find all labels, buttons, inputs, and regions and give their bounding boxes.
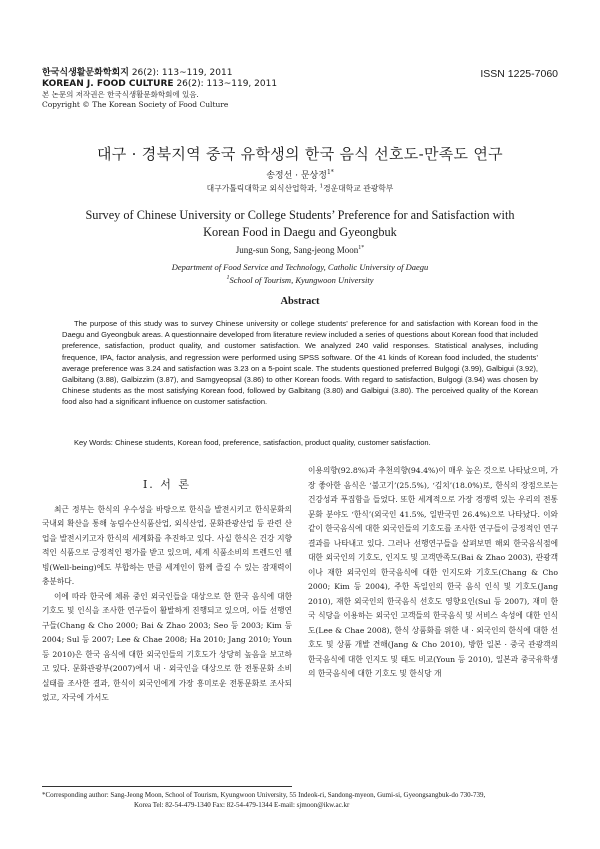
authors-english: Jung-sun Song, Sang-jeong Moon$^{1*}$ bbox=[235, 245, 365, 255]
journal-name-ko: 한국식생활문화학회지 bbox=[42, 68, 129, 78]
copyright-note: 본 논문의 저작권은 한국식생활문화학회에 있음. bbox=[42, 90, 199, 99]
copyright: Copyright © The Korean Society of Food Culture bbox=[42, 100, 229, 109]
footnote-divider bbox=[42, 786, 292, 787]
title-english: Survey of Chinese University or College Students’ Preference for and Satisfaction with Korean Food in Daegu and Gyeongbuk bbox=[85, 208, 515, 239]
journal-ref-en: 26(2): 113~119, 2011 bbox=[173, 79, 278, 89]
journal-header bbox=[42, 68, 277, 90]
abstract-body: The purpose of this study was to survey Chinese university or college students’ preference for and satisfaction with Korean food in the Daegu and Gyeongbuk areas. A questionnaire developed from literature review included a series of questions about Korean food that included preference, satisfaction, product quality, and customer satisfaction. We analyzed 240 valid responses. Statistical analyses, including frequence, IPA, factor analysis, and regression were performed using SPSS software. Of the 41 kinds of Korean food included, the students’ average preference was 3.24 and satisfaction was 3.23 on a 5-point scale. The students questioned preferred Bulgogi (3.99), Galbigui (3.92), Galbitang (3.88), Galbizzim (3.87), and Samgyeopsal (3.86) to other Korean foods. With regard to satisfaction, Bulgogi (3.94) was chosen by Chinese students as the most satisfying Korean food, followed by Galbitang (3.80) and Galbigui (3.80). The perceived quality of the Korean food also had a significant influence on customer satisfaction. bbox=[62, 319, 538, 407]
journal-ref-ko: 26(2): 113~119, 2011 bbox=[128, 68, 233, 78]
section-heading-introduction: Ⅰ. 서 론 bbox=[142, 478, 192, 491]
right-column bbox=[308, 464, 558, 682]
title-korean: 대구 · 경북지역 중국 유학생의 한국 음식 선호도-만족도 연구 bbox=[97, 145, 503, 163]
affiliation-korean: 대구가톨릭대학교 외식산업학과, $^1$경운대학교 관광학부 bbox=[206, 183, 394, 193]
issn: ISSN 1225-7060 bbox=[480, 68, 558, 80]
journal-name-en: KOREAN J. FOOD CULTURE bbox=[42, 79, 174, 89]
affiliation-english: Department of Food Service and Technology, Catholic University of Daegu $^1$School of Tourism, Kyungwoon University bbox=[171, 262, 429, 285]
abstract-heading: Abstract bbox=[280, 296, 320, 307]
authors-korean: 송정선 · 문상정$^{1*}$ bbox=[266, 169, 334, 181]
left-column bbox=[42, 464, 292, 706]
body-paragraph: 최근 정부는 한식의 우수성을 바탕으로 한식을 발전시키고 한식문화의 국내외 확산을 통해 농림수산식품산업, 외식산업, 문화관광산업 등 관련 산업을 발전시키고자 한식의 세계화를 추진하고 있다. 사실 한식은 건강 지향적인 식품으로 긍정적인 평가를 받고 있으며, 세계 식품소비의 트렌드인 웰빙(Well-being)에도 부합하는 만큼 세계인이 함께 즐길 수 있는 잠재력이 충분하다. bbox=[42, 504, 292, 586]
keywords: Key Words: Chinese students, Korean food, preference, satisfaction, product quality, customer satisfaction. bbox=[74, 438, 431, 447]
body-paragraph: 이에 따라 한국에 체류 중인 외국인들을 대상으로 한 한국 음식에 대한 기호도 및 인식을 조사한 연구들이 활발하게 진행되고 있으며, 이들 선행연구들(Chang & Cho 2000; Bai & Zhao 2003; Seo 등 2003; Kim 등 2004; Sul 등 2007; Lee & Chae 2008; Ha 2010; Jang 2010; Youn 등 2010)은 한국 음식에 대한 외국인들의 기호도가 상당히 높음을 보고하고 있다. 문화관광부(2007)에서 내 · 외국인을 대상으로 한 전통문화 소비실태를 조사한 결과, 한식이 외국인에게 가장 흥미로운 전통문화로 조사되었고, 자국에 가서도 bbox=[42, 591, 292, 702]
corresponding-author-footnote: *Corresponding author: Sang-Jeong Moon, School of Tourism, Kyungwoon University, 55 Indeok-ri, Sandong-myeon, Gumi-si, Gyeongsangbuk-do 730-739, Korea Tel: 82-54-479-1340 Fax: 82-54-479-1344 E-mail: sjmoon@ikw.ac.kr bbox=[42, 791, 486, 809]
body-paragraph: 이용의향(92.8%)과 추천의향(94.4%)이 매우 높은 것으로 나타났으며, 가장 좋아한 음식은 ‘불고기’(25.5%), ‘김치’(18.0%)로, 한식의 장점으로는 건강성과 푸짐함을 들었다. 또한 세계적으로 가장 경쟁력 있는 우리의 전통문화 분야도 ‘한식’(외국인 41.5%, 일반국민 26.4%)으로 나타났다. 이와 같이 한국음식에 대한 외국인들의 기호도를 조사한 연구들이 긍정적인 연구결과를 나타내고 있다. 그러나 선행연구들을 살펴보면 해외 한국음식점에 대한 외국인의 기호도, 인지도 및 고객만족도(Bai & Zhao 2003), 관광객이나 재한 외국인의 한국음식에 대한 인지도와 기호도(Chang & Cho 2000; Kim 등 2004), 주한 독일인의 한국 음식 인식 및 기호도(Jang 2010), 재한 외국인의 한국음식 선호도 영향요인(Sul 등 2007), 재미 한국 식당을 이용하는 외국인 고객들의 한국음식 및 서비스 속성에 대한 인식도(Lee & Chae 2008), 한식 상품화를 위한 내 · 외국인의 한식에 대한 선호도 및 상품 개발 견해(Jang & Cho 2010), 방한 일본 · 중국 관광객의 한국음식에 대한 인지도 및 태도 비교(Youn 등 2010), 일본과 중국유학생의 한국음식에 대한 기호도 및 한식당 개 bbox=[308, 466, 558, 678]
